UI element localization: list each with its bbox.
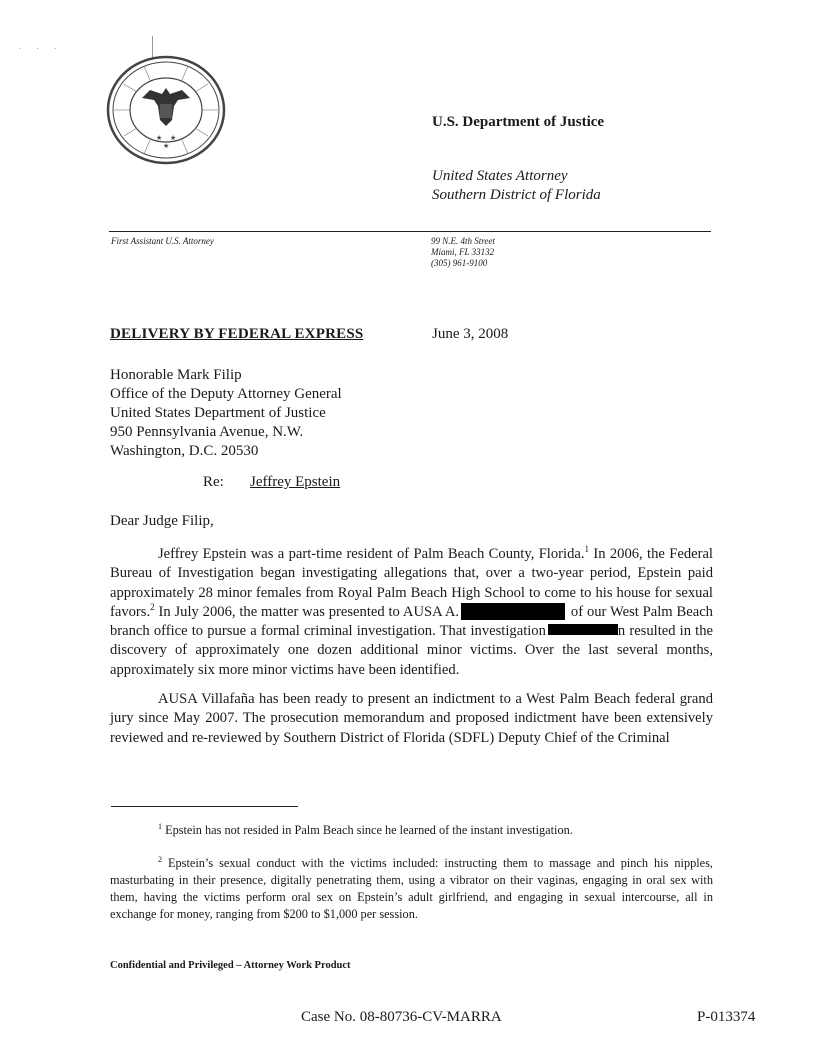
p1-text-a: Jeffrey Epstein was a part-time resident of Palm Beach County, Florida.: [158, 546, 585, 562]
redaction-strike: [548, 624, 618, 635]
letterhead-divider: [109, 231, 711, 232]
bates-number: P-013374: [697, 1009, 756, 1025]
redaction-block: [461, 603, 565, 620]
department-name: U.S. Department of Justice: [432, 114, 605, 130]
recipient-line-3: United States Department of Justice: [110, 405, 326, 421]
footnote-2-text: Epstein’s sexual conduct with the victims included: instructing them to massage and pinch his nipples, masturbating in their presence, digitally penetrating them, using a vibrator on their vaginas, engaging in oral sex with them, having the victims perform oral sex on Epstein’s adult girlfriend, and engaging in sexual intercourse, all in exchange for money, ranging from $200 to $1,000 per session.: [110, 856, 713, 921]
footnote-2: [110, 855, 713, 923]
footnote-1-text: Epstein has not resided in Palm Beach since he learned of the instant investigation.: [162, 823, 573, 837]
footnote-1-number: 1: [158, 821, 162, 831]
svg-text:★: ★: [156, 134, 163, 142]
p1-text-b: In 2006, the Federal Bureau of Investigation began investigating allegations that, over a two-year period, Epstein paid approximately 28 minor females from Royal Palm Beach High School to come to his house for sexual favors.: [110, 546, 713, 620]
recipient-line-5: Washington, D.C. 20530: [110, 443, 259, 459]
sender-caption: First Assistant U.S. Attorney: [111, 236, 214, 246]
recipient-line-4: 950 Pennsylvania Avenue, N.W.: [110, 424, 304, 440]
office-address: [431, 236, 495, 269]
recipient-line-2: Office of the Deputy Attorney General: [110, 386, 342, 402]
re-label: Re:: [203, 474, 224, 490]
scan-artifact-dots: · · ·: [18, 44, 63, 55]
office-name: [432, 167, 601, 205]
recipient-block: [110, 366, 342, 461]
case-number: Case No. 08-80736-CV-MARRA: [301, 1009, 502, 1025]
p1-text-d: of our West Palm Beach branch office to pursue a formal criminal investigation. That investigation: [110, 603, 713, 640]
recipient-line-1: Honorable Mark Filip: [110, 367, 242, 383]
footnote-ref-1: 1: [584, 544, 589, 555]
p1-text-e: n resulted in the discovery of approximately one dozen additional minor victims. Over the last several months, approximately six more minor victims have been identified.: [110, 623, 713, 678]
p1-text-c: In July 2006, the matter was presented to AUSA A.: [154, 603, 460, 620]
re-subject: Jeffrey Epstein: [250, 474, 341, 490]
footnote-divider: [111, 806, 298, 807]
body-paragraph-2: AUSA Villafaña has been ready to present an indictment to a West Palm Beach federal grand jury since May 2007. The prosecution memorandum and proposed indictment have been extensively reviewed and re-reviewed by Southern District of Florida (SDFL) Deputy Chief of the Criminal: [110, 691, 713, 746]
body-paragraph-1: [110, 545, 713, 680]
svg-text:★: ★: [170, 134, 177, 142]
doj-seal-icon: [104, 54, 228, 166]
address-line-2: Miami, FL 33132: [431, 247, 495, 257]
office-line-1: United States Attorney: [432, 168, 568, 184]
footnote-ref-2: 2: [150, 602, 155, 613]
address-line-3: (305) 961-9100: [431, 258, 488, 268]
letter-date: June 3, 2008: [432, 326, 509, 342]
address-line-1: 99 N.E. 4th Street: [431, 236, 495, 246]
office-line-2: Southern District of Florida: [432, 187, 601, 203]
footnote-1: [110, 822, 713, 839]
salutation: Dear Judge Filip,: [110, 513, 214, 529]
confidential-notice: Confidential and Privileged – Attorney Work Product: [110, 960, 351, 971]
footnote-2-number: 2: [158, 854, 162, 864]
svg-text:★: ★: [163, 142, 170, 150]
delivery-method: DELIVERY BY FEDERAL EXPRESS: [110, 326, 364, 342]
